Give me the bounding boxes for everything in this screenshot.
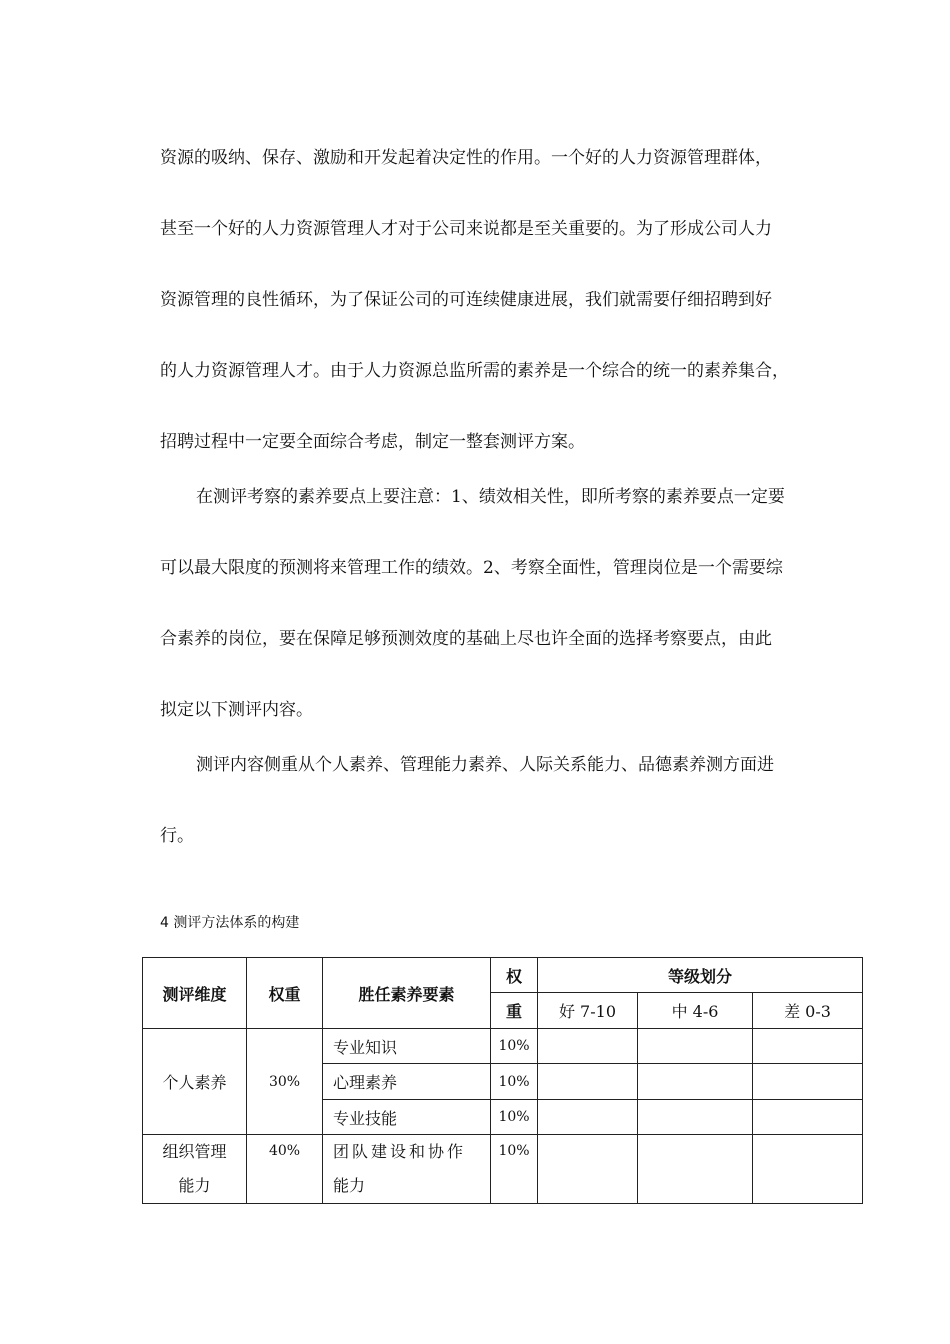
dimension-cell: 个人素养: [143, 1029, 247, 1135]
grade-good-cell: [538, 1029, 638, 1064]
grade-medium-cell: [638, 1029, 753, 1064]
element-weight-cell: 10%: [491, 1100, 538, 1135]
element-cell: [323, 1135, 491, 1204]
element-weight-cell: 10%: [491, 1135, 538, 1204]
text-line: 合素养的岗位，要在保障足够预测效度的基础上尽也许全面的选择考察要点，由此: [160, 629, 772, 649]
text-line: 招聘过程中一定要全面综合考虑，制定一整套测评方案。: [160, 432, 585, 452]
text-line: 的人力资源管理人才。由于人力资源总监所需的素养是一个综合的统一的素养集合，: [160, 361, 789, 381]
text-line: 甚至一个好的人力资源管理人才对于公司来说都是至关重要的。为了形成公司人力: [160, 219, 772, 239]
element-cell: 专业技能: [323, 1100, 491, 1135]
text-line: 资源管理的良性循环，为了保证公司的可连续健康进展，我们就需要仔细招聘到好: [160, 290, 772, 310]
grade-medium-cell: [638, 1064, 753, 1100]
element-cell: 专业知识: [323, 1029, 491, 1064]
element-weight-cell: 10%: [491, 1029, 538, 1064]
text-line: 行。: [160, 826, 194, 846]
grade-poor-cell: [753, 1100, 863, 1135]
weight-cell: 30%: [247, 1029, 323, 1135]
grade-good-cell: [538, 1100, 638, 1135]
text-line: 在测评考察的素养要点上要注意：1、绩效相关性，即所考察的素养要点一定要: [196, 487, 785, 507]
text-line: 测评内容侧重从个人素养、管理能力素养、人际关系能力、品德素养测方面进: [196, 755, 774, 775]
section-heading: 4 测评方法体系的构建: [160, 915, 300, 931]
dimension-line: 能力: [178, 1176, 211, 1195]
grade-poor-cell: [753, 1064, 863, 1100]
element-line: 能力: [333, 1176, 366, 1195]
header-dimension: 测评维度: [143, 958, 247, 1029]
weight-cell: 40%: [247, 1135, 323, 1204]
text-line: 可以最大限度的预测将来管理工作的绩效。2、考察全面性，管理岗位是一个需要综: [160, 558, 783, 578]
text-line: 资源的吸纳、保存、激励和开发起着决定性的作用。一个好的人力资源管理群体，: [160, 148, 772, 168]
header-element: 胜任素养要素: [323, 958, 491, 1029]
table-row: [143, 1029, 863, 1064]
header-weight: 权重: [247, 958, 323, 1029]
grade-good-cell: [538, 1064, 638, 1100]
text-line: 拟定以下测评内容。: [160, 700, 313, 720]
header-grade: 等级划分: [538, 958, 863, 993]
grade-medium-cell: [638, 1100, 753, 1135]
grade-poor-cell: [753, 1135, 863, 1204]
header-good: 好 7-10: [538, 993, 638, 1029]
dimension-cell: [143, 1135, 247, 1204]
element-weight-cell: 10%: [491, 1064, 538, 1100]
element-line: 团队建设和协作: [333, 1142, 467, 1161]
dimension-line: 组织管理: [162, 1142, 227, 1161]
evaluation-table: [142, 957, 863, 1204]
grade-poor-cell: [753, 1029, 863, 1064]
table-row: [143, 1135, 863, 1204]
header-element-weight-top: 权: [491, 958, 538, 993]
header-element-weight-bottom: 重: [491, 993, 538, 1029]
header-medium: 中 4-6: [638, 993, 753, 1029]
grade-good-cell: [538, 1135, 638, 1204]
header-poor: 差 0-3: [753, 993, 863, 1029]
element-cell: 心理素养: [323, 1064, 491, 1100]
grade-medium-cell: [638, 1135, 753, 1204]
